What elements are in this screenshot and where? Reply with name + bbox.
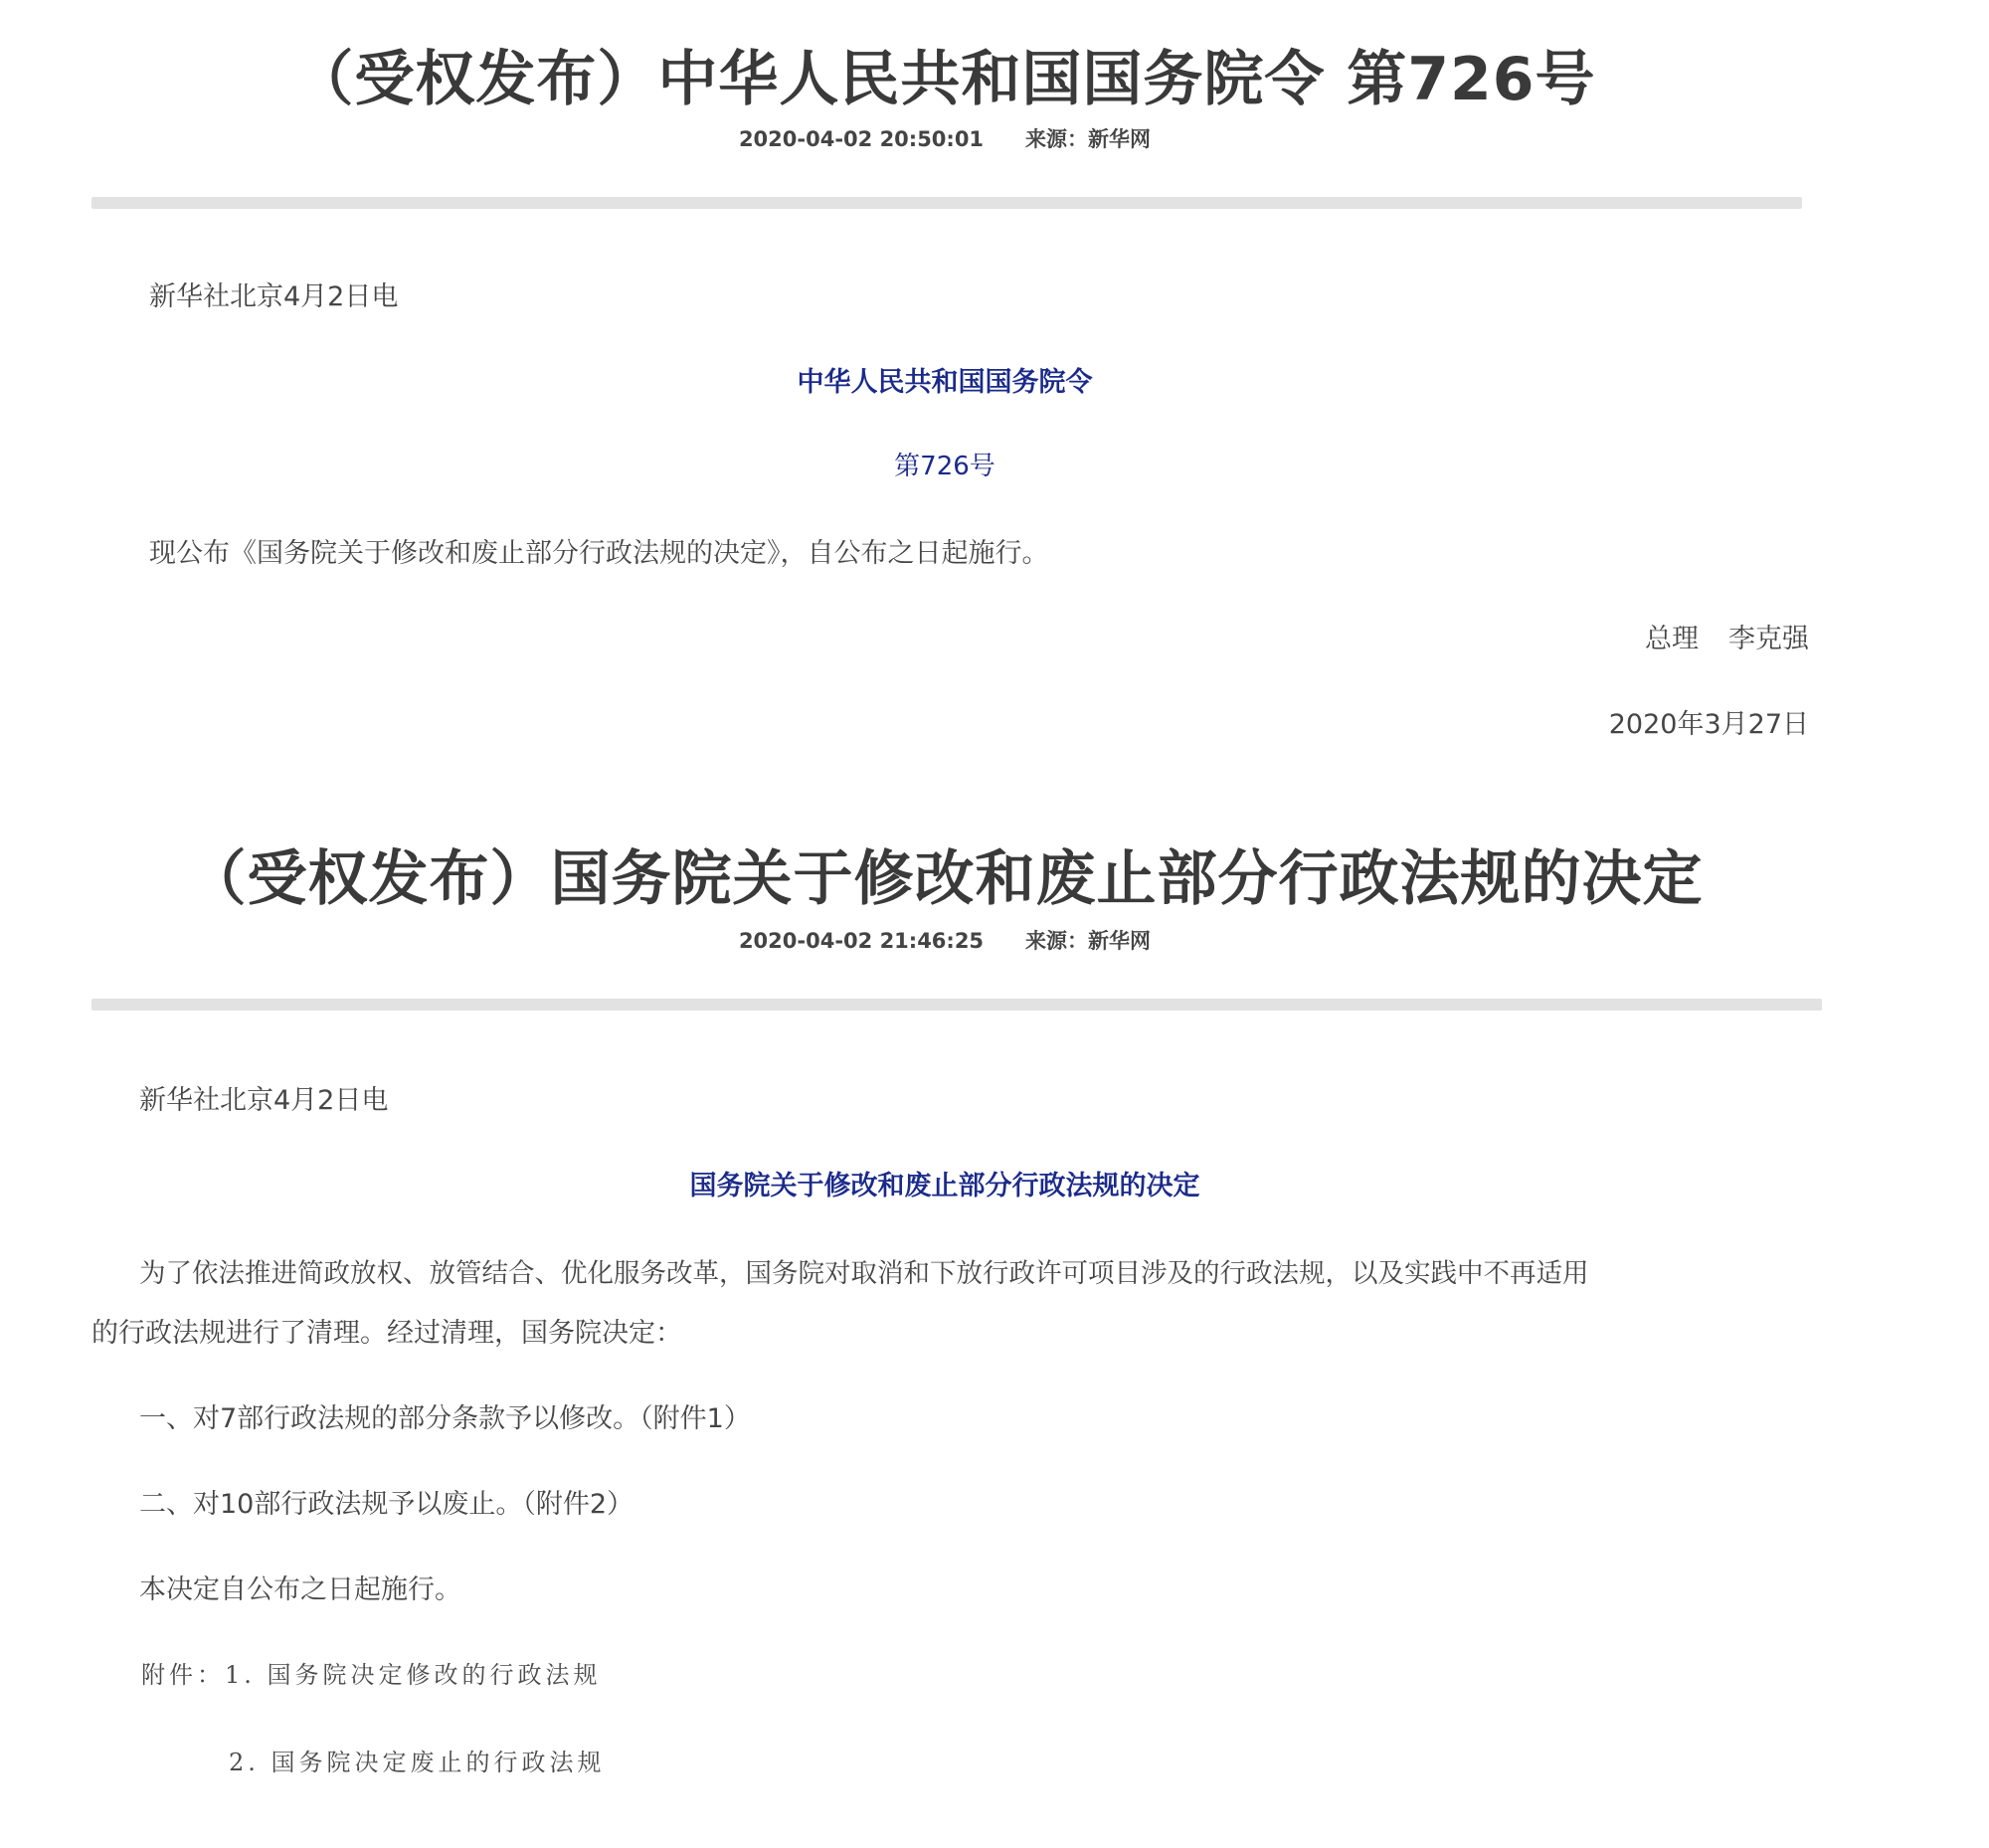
article2-title: （受权发布）国务院关于修改和废止部分行政法规的决定	[186, 844, 1704, 914]
order-number: 第726号	[894, 452, 995, 481]
decision-item-1: 一、对7部行政法规的部分条款予以修改。（附件1）	[139, 1403, 751, 1434]
decision-heading: 国务院关于修改和废止部分行政法规的决定	[689, 1171, 1200, 1201]
decision-item-2: 二、对10部行政法规予以废止。（附件2）	[139, 1489, 634, 1520]
article1-divider	[91, 197, 1802, 209]
article2-datetime: 2020-04-02 21:46:25	[738, 929, 985, 953]
signature-name: 李克强	[1728, 624, 1809, 654]
article1-dateline: 新华社北京4月2日电	[149, 281, 399, 312]
signature	[1645, 617, 1809, 655]
signed-date: 2020年3月27日	[1608, 709, 1809, 740]
attachment-2[interactable]: 2. 国务院决定废止的行政法规	[229, 1749, 606, 1776]
article1-datetime: 2020-04-02 20:50:01	[738, 127, 985, 151]
article1-meta	[0, 123, 1890, 153]
decision-paragraph-line2: 的行政法规进行了清理。经过清理，国务院决定：	[91, 1318, 682, 1349]
decision-effective: 本决定自公布之日起施行。	[139, 1574, 461, 1605]
article1-announcement: 现公布《国务院关于修改和废止部分行政法规的决定》，自公布之日起施行。	[149, 538, 1049, 569]
decision-paragraph-line1: 为了依法推进简政放权、放管结合、优化服务改革，国务院对取消和下放行政许可项目涉及的行政法规，以及实践中不再适用	[139, 1258, 1589, 1289]
order-heading: 中华人民共和国国务院令	[797, 367, 1093, 398]
article1-title: （受权发布）中华人民共和国国务院令 第726号	[293, 45, 1596, 114]
attachment-1[interactable]: 附件：1. 国务院决定修改的行政法规	[141, 1661, 602, 1689]
article2-dateline: 新华社北京4月2日电	[139, 1085, 389, 1116]
article2-meta	[0, 925, 1890, 955]
article1-source: 来源：新华网	[1025, 127, 1152, 151]
signature-title: 总理	[1645, 624, 1699, 654]
article2-divider	[91, 999, 1822, 1011]
article2-source: 来源：新华网	[1025, 929, 1152, 953]
